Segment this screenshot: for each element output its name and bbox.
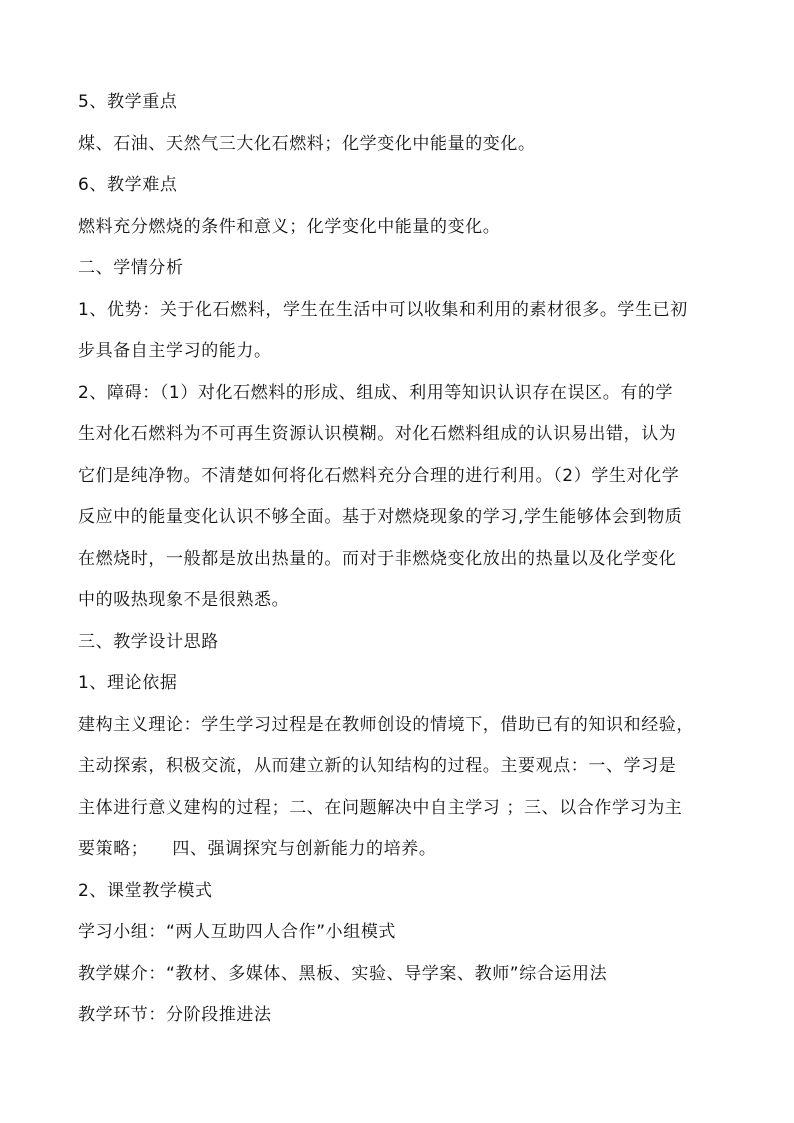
heading-classroom-model: 2、课堂教学模式 xyxy=(78,880,213,901)
text-theory-line-1: 建构主义理论：学生学习过程是在教师创设的情境下，借助已有的知识和经验， xyxy=(78,714,694,735)
heading-teaching-difficulty: 6、教学难点 xyxy=(78,175,178,195)
text-teaching-media: 教学媒介：“教材、多媒体、黑板、实验、导学案、教师”综合运用法 xyxy=(78,963,608,984)
text-study-group: 学习小组：“两人互助四人合作”小组模式 xyxy=(78,922,397,942)
text-advantage-line-1: 1、优势：关于化石燃料，学生在生活中可以收集和利用的素材很多。学生已初 xyxy=(78,299,688,320)
text-theory-line-2: 主动探索，积极交流，从而建立新的认知结构的过程。主要观点：一、学习是 xyxy=(78,756,677,776)
text-obstacle-line-3: 它们是纯净物。不清楚如何将化石燃料充分合理的进行利用。（2）学生对化学 xyxy=(78,465,680,486)
text-obstacle-line-4: 反应中的能量变化认识不够全面。基于对燃烧现象的学习,学生能够体会到物质 xyxy=(78,507,683,527)
text-theory-line-3: 主体进行意义建构的过程；二、在问题解决中自主学习 ；三、以合作学习为主 xyxy=(78,797,683,818)
document-body xyxy=(78,82,720,1037)
text-obstacle-line-5: 在燃烧时，一般都是放出热量的。而对于非燃烧变化放出的热量以及化学变化 xyxy=(78,548,677,569)
text-obstacle-line-2: 生对化石燃料为不可再生资源认识模糊。对化石燃料组成的认识易出错，认为 xyxy=(78,424,677,444)
heading-theoretical-basis: 1、理论依据 xyxy=(78,673,178,693)
text-advantage-line-2: 步具备自主学习的能力。 xyxy=(78,341,272,361)
text-teaching-stages: 教学环节：分阶段推进法 xyxy=(78,1005,272,1025)
text-obstacle-line-6: 中的吸热现象不是很熟悉。 xyxy=(78,590,290,610)
text-teaching-focus: 煤、石油、天然气三大化石燃料；化学变化中能量的变化。 xyxy=(78,133,536,154)
text-teaching-difficulty: 燃料充分燃烧的条件和意义；化学变化中能量的变化。 xyxy=(78,216,501,237)
text-obstacle-line-1: 2、障碍：（1）对化石燃料的形成、组成、利用等知识认识存在误区。有的学 xyxy=(78,382,674,403)
heading-learner-analysis: 二、学情分析 xyxy=(78,258,184,278)
text-theory-line-4: 要策略； 四、强调探究与创新能力的培养。 xyxy=(78,839,437,859)
heading-teaching-focus: 5、教学重点 xyxy=(78,92,178,112)
heading-design-ideas: 三、教学设计思路 xyxy=(78,631,219,652)
